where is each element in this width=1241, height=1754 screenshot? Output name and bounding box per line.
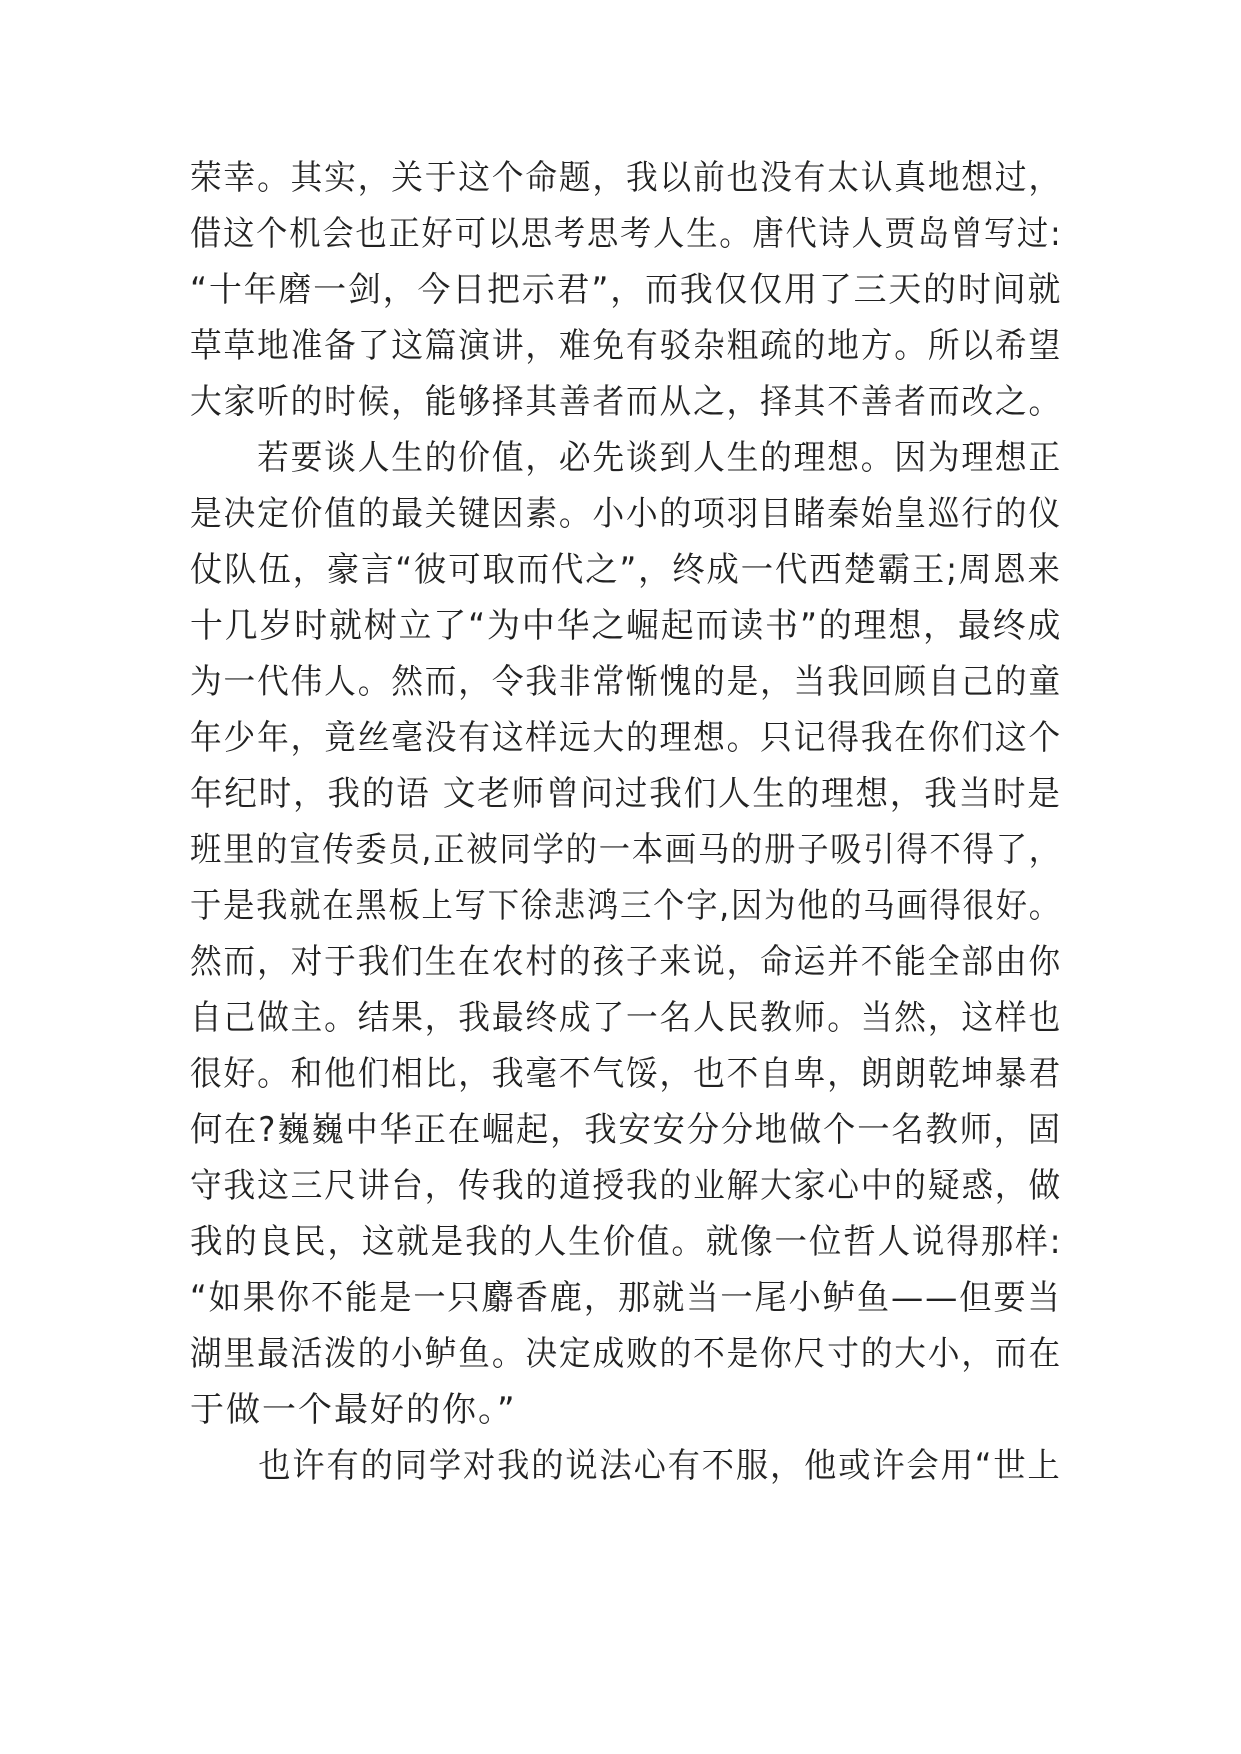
text-line: 守我这三尺讲台，传我的道授我的业解大家心中的疑惑，做 — [190, 1166, 1062, 1206]
text-line: 十几岁时就树立了“为中华之崛起而读书”的理想，最终成 — [190, 606, 1063, 646]
text-line: 年少年，竟丝毫没有这样远大的理想。只记得我在你们这个 — [190, 718, 1062, 758]
text-line: 于是我就在黑板上写下徐悲鸿三个字,因为他的马画得很好。 — [190, 886, 1062, 926]
text-line: 湖里最活泼的小鲈鱼。决定成败的不是你尺寸的大小，而在 — [190, 1334, 1062, 1374]
text-line: 自己做主。结果，我最终成了一名人民教师。当然，这样也 — [190, 998, 1062, 1038]
text-line: 借这个机会也正好可以思考思考人生。唐代诗人贾岛曾写过: — [190, 214, 1063, 254]
text-line: 若要谈人生的价值，必先谈到人生的理想。因为理想正 — [190, 438, 1062, 478]
text-line: 于做一个最好的你。” — [190, 1390, 517, 1430]
text-line: 大家听的时候，能够择其善者而从之，择其不善者而改之。 — [190, 382, 1062, 422]
text-line: 为一代伟人。然而，令我非常惭愧的是，当我回顾自己的童 — [190, 662, 1062, 702]
text-line: 荣幸。其实，关于这个命题，我以前也没有太认真地想过， — [190, 158, 1062, 198]
text-line: 是决定价值的最关键因素。小小的项羽目睹秦始皇巡行的仪 — [190, 494, 1062, 534]
text-line: 何在?巍巍中华正在崛起，我安安分分地做个一名教师，固 — [190, 1110, 1063, 1150]
text-line: 然而，对于我们生在农村的孩子来说，命运并不能全部由你 — [190, 942, 1062, 982]
text-line: “十年磨一剑，今日把示君”，而我仅仅用了三天的时间就 — [190, 270, 1063, 310]
text-line: 也许有的同学对我的说法心有不服，他或许会用“世上 — [190, 1446, 1062, 1486]
text-line: 我的良民，这就是我的人生价值。就像一位哲人说得那样: — [190, 1222, 1063, 1262]
text-line: 班里的宣传委员,正被同学的一本画马的册子吸引得不得了， — [190, 830, 1062, 870]
text-line: 年纪时，我的语 文老师曾问过我们人生的理想，我当时是 — [190, 774, 1062, 814]
text-line: 仗队伍，豪言“彼可取而代之”，终成一代西楚霸王;周恩来 — [190, 550, 1062, 590]
text-line: 很好。和他们相比，我毫不气馁，也不自卑，朗朗乾坤暴君 — [190, 1054, 1062, 1094]
text-line: “如果你不能是一只麝香鹿，那就当一尾小鲈鱼——但要当 — [190, 1278, 1062, 1318]
text-line: 草草地准备了这篇演讲，难免有驳杂粗疏的地方。所以希望 — [190, 326, 1062, 366]
